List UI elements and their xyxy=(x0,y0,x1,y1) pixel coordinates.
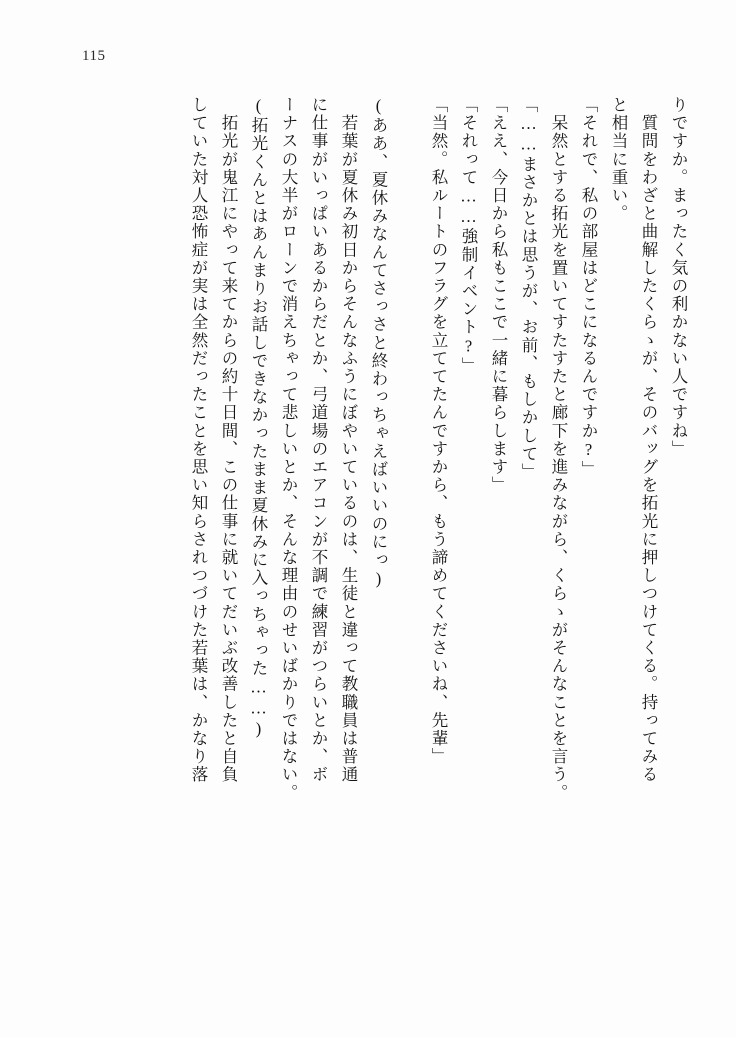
text-line: 「それで、私の部屋はどこになるんですか?」 xyxy=(579,96,598,479)
text-line: (拓光くんとはあんまりお話しできなかったまま夏休みに入っちゃった……) xyxy=(249,96,268,740)
text-line: 拓光が鬼江にやって来てからの約十日間、この仕事に就いてだいぶ改善したと自負 xyxy=(219,96,238,784)
text-line: 呆然とする拓光を置いてすたすたと廊下を進みながら、くらゝがそんなことを言う。 xyxy=(549,96,568,802)
text-line: 「当然。私ルートのフラグを立ててたんですから、もう諦めてくださいね、先輩」 xyxy=(429,96,448,766)
text-line: 質問をわざと曲解したくらゝが、そのバッグを拓光に押しつけてくる。持ってみる xyxy=(639,96,658,784)
text-line: 若葉が夏休み初日からそんなふうにぼやいているのは、生徒と違って教職員は普通 xyxy=(339,96,358,784)
text-line: 「……まさかとは思うが、お前、もしかして」 xyxy=(519,96,538,482)
page-number: 115 xyxy=(82,48,106,64)
text-line: 「ええ、今日から私もここで一緒に暮らします」 xyxy=(489,96,508,495)
vertical-text-body xyxy=(50,96,686,976)
text-line xyxy=(386,96,416,976)
text-line: に仕事がいっぱいあるからだとか、弓道場のエアコンが不調で練習がつらいとか、ボ xyxy=(309,96,328,784)
text-line: ーナスの大半がローンで消えちゃって悲しいとか、そんな理由のせいばかりではない。 xyxy=(279,96,298,802)
text-line: りですか。まったく気の利かない人ですね」 xyxy=(669,96,688,458)
text-line: 「それって……強制イベント?」 xyxy=(459,96,478,375)
text-line: (ああ、夏休みなんてさっさと終わっちゃえばいいのにっ) xyxy=(369,96,388,590)
text-line: と相当に重い。 xyxy=(609,96,628,223)
text-line: していた対人恐怖症が実は全然だったことを思い知らされつづけた若葉は、かなり落 xyxy=(189,96,208,784)
